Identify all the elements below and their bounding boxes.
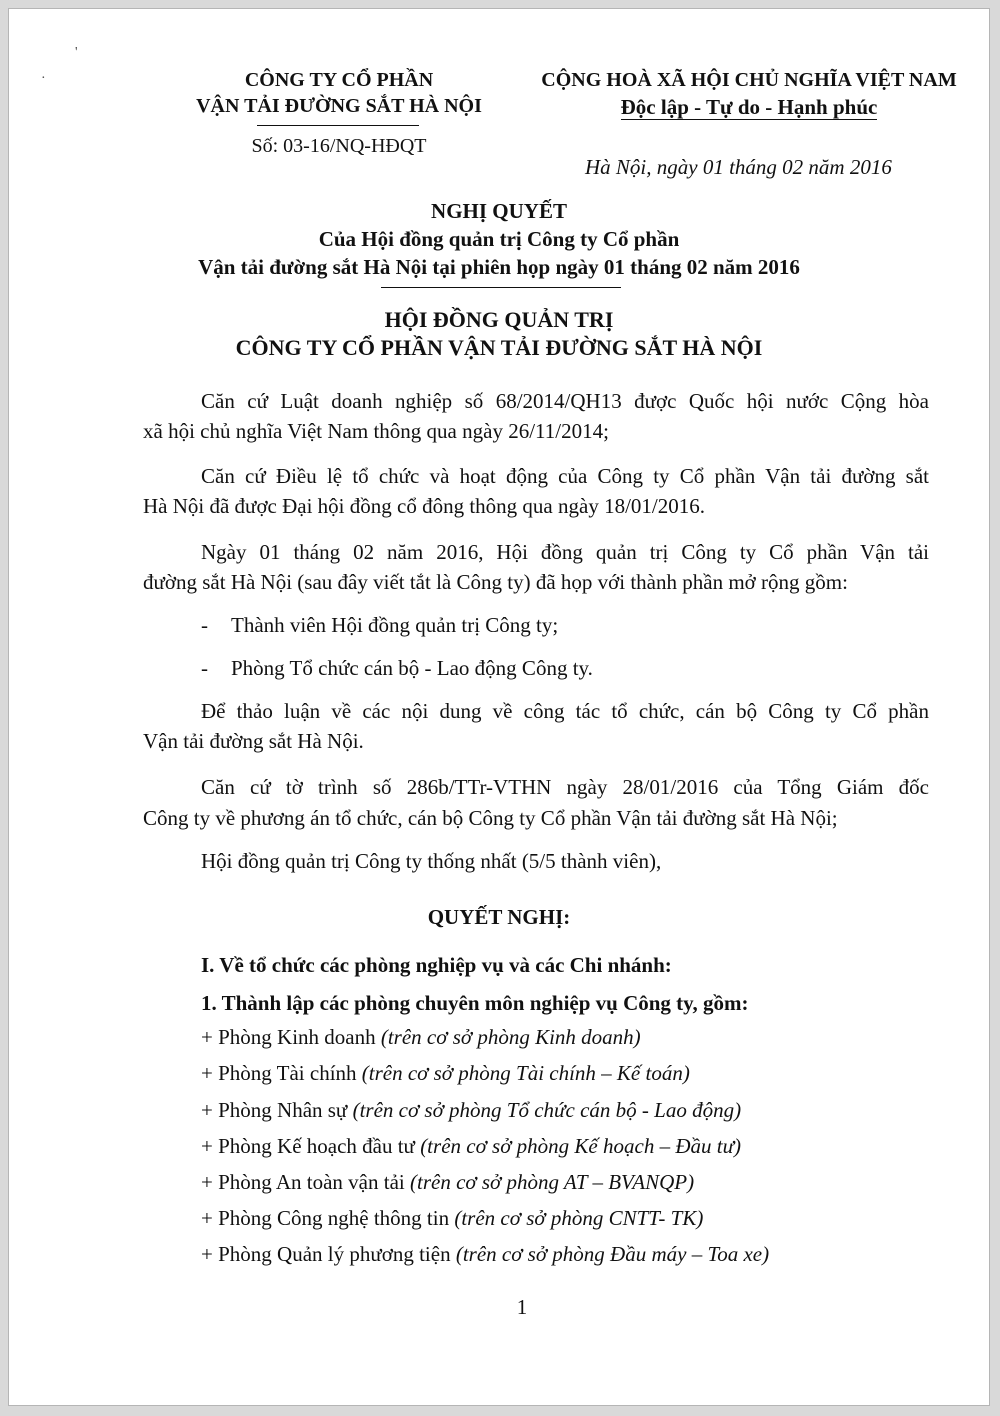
company-name-line2: VẬN TẢI ĐƯỜNG SẮT HÀ NỘI [196, 95, 482, 117]
issuer-line2: CÔNG TY CỔ PHẦN VẬN TẢI ĐƯỜNG SẮT HÀ NỘI [235, 335, 763, 360]
national-motto: Độc lập - Tự do - Hạnh phúc [620, 95, 878, 119]
section-1-heading: I. Về tổ chức các phòng nghiệp vụ và các Chi nhánh: [201, 953, 672, 977]
paragraph-2-line1: Căn cứ Điều lệ tổ chức và hoạt động của Công ty Cổ phần Vận tải đường sắt [201, 464, 929, 488]
document-page [8, 8, 990, 1406]
department-item: + Phòng Quản lý phương tiện (trên cơ sở phòng Đầu máy – Toa xe) [201, 1242, 770, 1266]
attendee-item-1: Thành viên Hội đồng quản trị Công ty; [231, 613, 559, 637]
paragraph-2-line2: Hà Nội đã được Đại hội đồng cổ đông thông qua ngày 18/01/2016. [143, 494, 705, 518]
scan-speck: ' [75, 45, 78, 60]
country-name: CỘNG HOÀ XÃ HỘI CHỦ NGHĨA VIỆT NAM [541, 69, 957, 91]
department-item: + Phòng Nhân sự (trên cơ sở phòng Tổ chức cán bộ - Lao động) [201, 1098, 742, 1122]
paragraph-3-line2: đường sắt Hà Nội (sau đây viết tắt là Công ty) đã họp với thành phần mở rộng gồm: [143, 570, 848, 594]
subsection-1-heading: 1. Thành lập các phòng chuyên môn nghiệp vụ Công ty, gồm: [201, 991, 749, 1015]
paragraph-5-line2: Công ty về phương án tổ chức, cán bộ Công ty Cổ phần Vận tải đường sắt Hà Nội; [143, 806, 838, 830]
department-item: + Phòng Kế hoạch đầu tư (trên cơ sở phòng Kế hoạch – Đầu tư) [201, 1134, 742, 1158]
paragraph-5-line1: Căn cứ tờ trình số 286b/TTr-VTHN ngày 28/01/2016 của Tổng Giám đốc [201, 775, 929, 799]
paragraph-4-line1: Để thảo luận về các nội dung về công tác tổ chức, cán bộ Công ty Cổ phần [201, 699, 929, 723]
place-and-date: Hà Nội, ngày 01 tháng 02 năm 2016 [585, 155, 892, 179]
department-item: + Phòng An toàn vận tải (trên cơ sở phòng AT – BVANQP) [201, 1170, 695, 1194]
attendee-item-2: Phòng Tổ chức cán bộ - Lao động Công ty. [231, 656, 593, 680]
document-title: NGHỊ QUYẾT [431, 199, 567, 223]
paragraph-4-line2: Vận tải đường sắt Hà Nội. [143, 729, 364, 753]
paragraph-1-line2: xã hội chủ nghĩa Việt Nam thông qua ngày 26/11/2014; [143, 419, 609, 443]
scan-speck: · [41, 71, 46, 86]
company-underline [257, 125, 419, 126]
department-item: + Phòng Công nghệ thông tin (trên cơ sở phòng CNTT- TK) [201, 1206, 704, 1230]
resolution-heading: QUYẾT NGHỊ: [427, 905, 571, 929]
company-name-line1: CÔNG TY CỔ PHẦN [244, 69, 434, 91]
document-subtitle-line2: Vận tải đường sắt Hà Nội tại phiên họp ngày 01 tháng 02 năm 2016 [198, 255, 800, 279]
document-number: Số: 03-16/NQ-HĐQT [251, 135, 427, 157]
department-item: + Phòng Kinh doanh (trên cơ sở phòng Kinh doanh) [201, 1025, 641, 1049]
paragraph-6: Hội đồng quản trị Công ty thống nhất (5/5 thành viên), [201, 849, 662, 873]
paragraph-3-line1: Ngày 01 tháng 02 năm 2016, Hội đồng quản trị Công ty Cổ phần Vận tải [201, 540, 929, 564]
bullet-marker: - [201, 656, 208, 680]
paragraph-1-line1: Căn cứ Luật doanh nghiệp số 68/2014/QH13 được Quốc hội nước Cộng hòa [201, 389, 929, 413]
bullet-marker: - [201, 613, 208, 637]
department-item: + Phòng Tài chính (trên cơ sở phòng Tài chính – Kế toán) [201, 1061, 690, 1085]
issuer-line1: HỘI ĐỒNG QUẢN TRỊ [384, 307, 614, 332]
page-number: 1 [516, 1295, 528, 1319]
title-underline [381, 287, 621, 288]
document-subtitle-line1: Của Hội đồng quản trị Công ty Cổ phần [318, 227, 680, 251]
